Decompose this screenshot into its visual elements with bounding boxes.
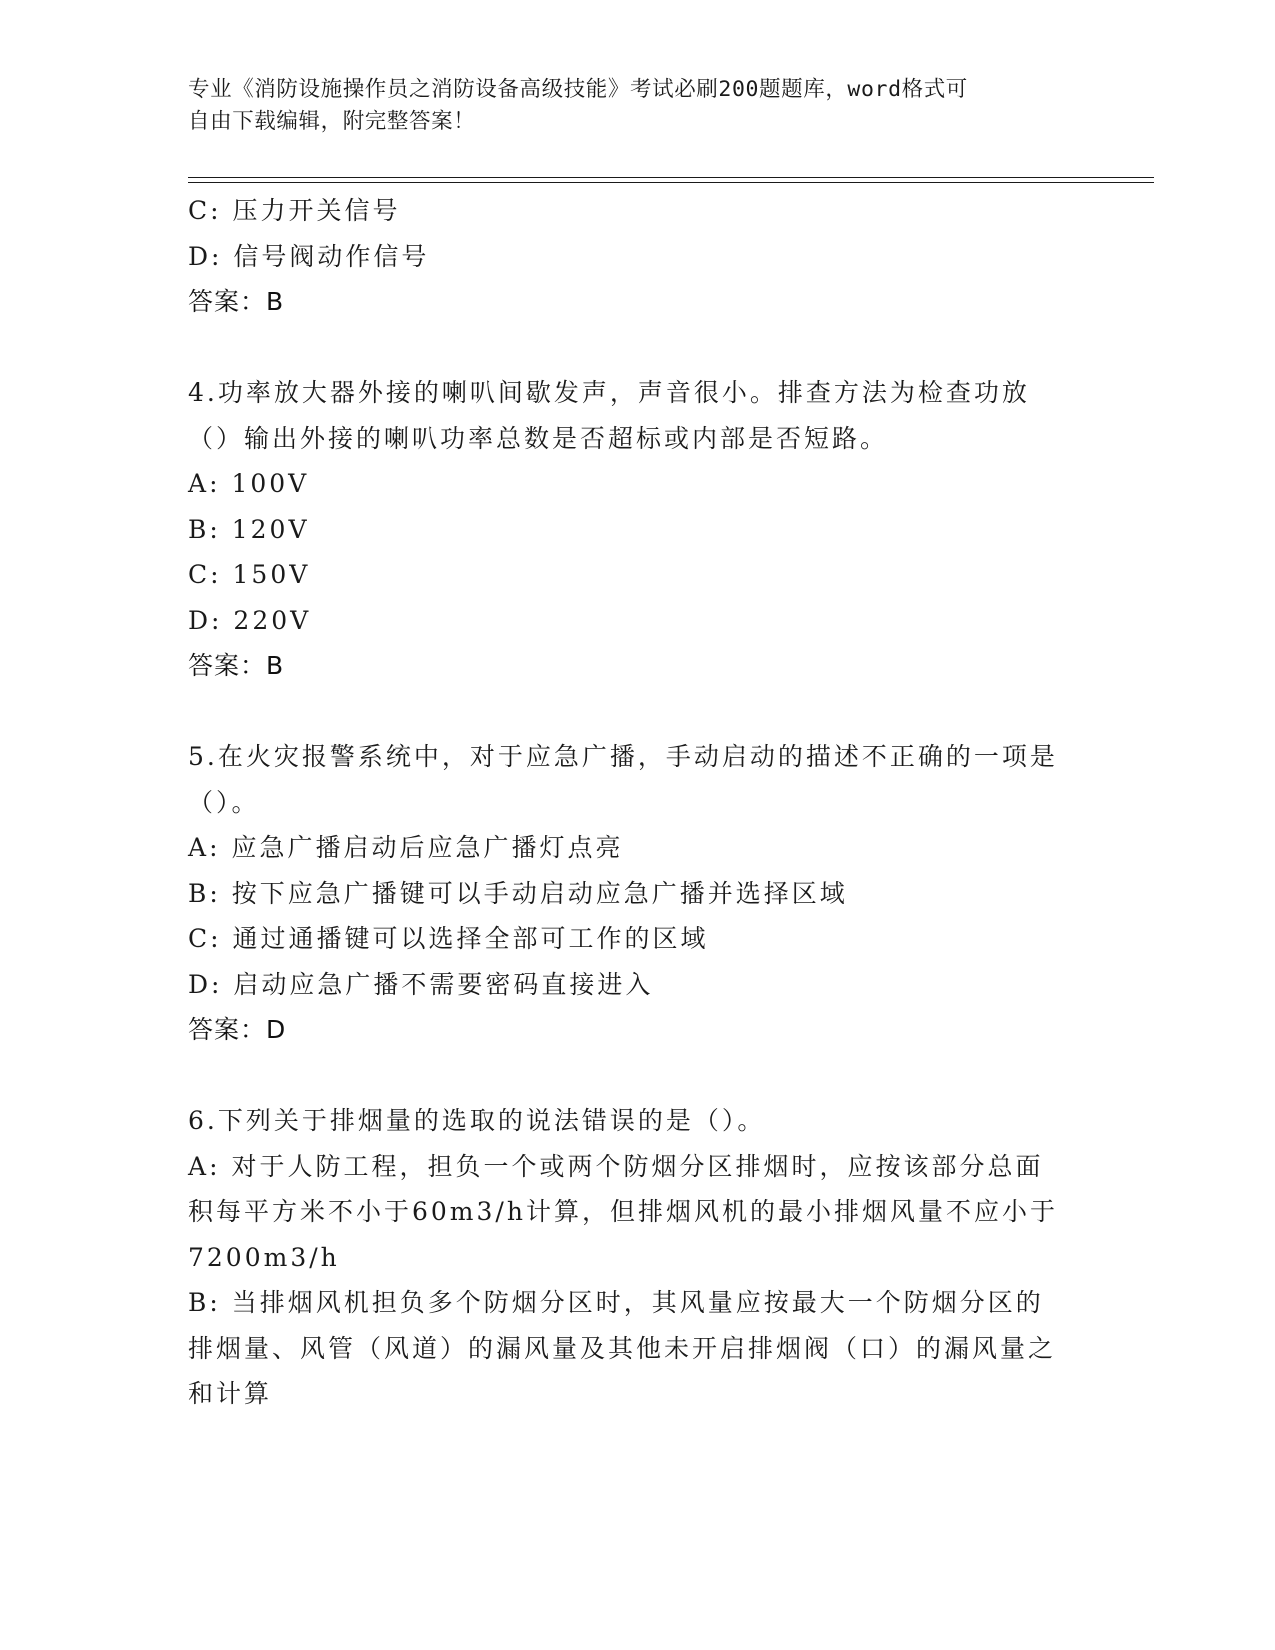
option-d: D: 220V [188, 605, 312, 635]
option-a: A: 对于人防工程，担负一个或两个防烟分区排烟时，应按该部分总面积每平方米不小于60m3/h计算，但排烟风机的最小排烟风量不应小于7200m3/h [188, 1151, 1058, 1272]
header-divider [188, 177, 1154, 178]
question-stem: 6.下列关于排烟量的选取的说法错误的是（）。 [188, 1106, 766, 1135]
option-b: B: 120V [188, 514, 310, 544]
header-line-1: 专业《消防设施操作员之消防设备高级技能》考试必刷200题题库，word格式可 [188, 77, 968, 102]
question-continuation [188, 188, 1068, 325]
option-d: D: 信号阀动作信号 [188, 241, 430, 271]
page-header [188, 74, 1088, 138]
answer: 答案：B [188, 287, 285, 316]
option-a: A: 100V [188, 469, 310, 498]
option-c: C: 通过通播键可以选择全部可工作的区域 [188, 924, 709, 953]
option-b: B: 当排烟风机担负多个防烟分区时，其风量应按最大一个防烟分区的排烟量、风管（风道）的漏风量及其他未开启排烟阀（口）的漏风量之和计算 [188, 1288, 1057, 1408]
question-stem: 4.功率放大器外接的喇叭间歇发声，声音很小。排查方法为检查功放（）输出外接的喇叭功率总数是否超标或内部是否短路。 [188, 378, 1030, 453]
answer: 答案：B [188, 651, 285, 680]
document-body [188, 188, 1068, 1417]
header-divider [188, 182, 1154, 183]
option-c: C: 压力开关信号 [188, 196, 401, 225]
option-c: C: 150V [188, 560, 311, 589]
answer: 答案：D [188, 1015, 287, 1044]
option-b: B: 按下应急广播键可以手动启动应急广播并选择区域 [188, 878, 848, 908]
question-stem: 5.在火灾报警系统中，对于应急广播，手动启动的描述不正确的一项是（）。 [188, 742, 1058, 817]
header-line-2: 自由下载编辑，附完整答案！ [188, 109, 476, 134]
question-6 [188, 1098, 1068, 1417]
question-4 [188, 370, 1068, 689]
option-d: D: 启动应急广播不需要密码直接进入 [188, 969, 654, 999]
question-5 [188, 734, 1068, 1053]
option-a: A: 应急广播启动后应急广播灯点亮 [188, 833, 624, 862]
